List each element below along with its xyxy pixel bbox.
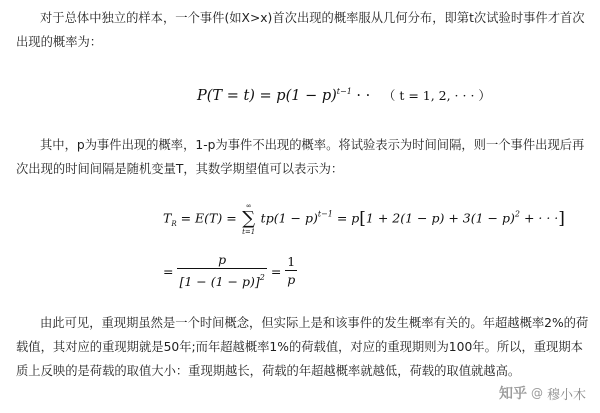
watermark-author: 穆小木 xyxy=(546,387,586,403)
frac2-numerator: 1 xyxy=(287,254,296,269)
geometric-formula xyxy=(197,86,491,104)
formula2-eq: = E(T) = xyxy=(176,210,241,226)
formula2-rhs-b: 1 + 2(1 − p) + 3(1 − p) xyxy=(365,210,515,226)
zhihu-logo: 知乎 xyxy=(498,386,527,402)
intro-paragraph: 对于总体中独立的样本，一个事件(如X>x)首次出现的概率服从几何分布，即第t次试验时事件才首次出现的概率为： xyxy=(16,11,585,49)
expectation-formula-line2 xyxy=(163,252,297,291)
formula2-rhs-b-exp: 2 xyxy=(514,209,520,219)
formula2-line2-eq: = xyxy=(163,264,174,279)
frac1-denominator: $[1 - (1 - p)]^2$ xyxy=(177,268,266,291)
formula2-term: tp(1 − p) xyxy=(260,210,318,226)
left-bracket: [ xyxy=(359,208,366,229)
conclusion-paragraph: 由此可见，重现期虽然是一个时间概念，但实际上是和该事件的发生概率有关的。年超越概率2%的荷载值，其对应的重现期就是50年;而年超越概率1%的荷载值，对应的重现期则为100年。所以，重现期本质上反映的是荷载的取值大小：重现期越长，荷载的年超越概率就越低，荷载的取值就越高。 xyxy=(16,316,589,378)
formula1-lhs: P(T = t) = p(1 − p) xyxy=(197,88,337,104)
zhihu-watermark xyxy=(499,383,586,403)
sum-symbol: ∑ xyxy=(242,208,256,229)
formula2-rhs-a: = p xyxy=(332,210,360,226)
explanation-paragraph: 其中，p为事件出现的概率，1-p为事件不出现的概率。将试验表示为时间间隔，则一个事件出现后再次出现的时间间隔是随机变量T，其数学期望值可以表示为： xyxy=(16,138,585,176)
formula1-exponent: t−1 xyxy=(336,87,352,96)
formula2-line2-eq2: = xyxy=(270,264,286,279)
fraction-one-over-p xyxy=(285,254,297,289)
summation-sign xyxy=(241,202,257,236)
frac1-numerator: p xyxy=(218,252,227,267)
fraction-p-over-bracket xyxy=(177,252,266,291)
right-bracket: ] xyxy=(558,208,565,229)
formula2-tr: T xyxy=(163,210,172,226)
formula1-dots: · · xyxy=(351,88,375,104)
formula2-rhs-c: + · · · xyxy=(519,210,559,226)
sum-upper: ∞ xyxy=(245,202,252,210)
sum-lower: t=1 xyxy=(242,228,256,236)
formula1-condition: （ t = 1, 2, · · · ） xyxy=(382,88,491,103)
expectation-formula-line1 xyxy=(163,202,565,236)
frac2-denominator: p xyxy=(287,272,296,287)
formula2-tr-sub: R xyxy=(171,220,177,228)
formula2-term-exp: t−1 xyxy=(317,209,333,219)
at-sign: @ xyxy=(530,386,543,400)
